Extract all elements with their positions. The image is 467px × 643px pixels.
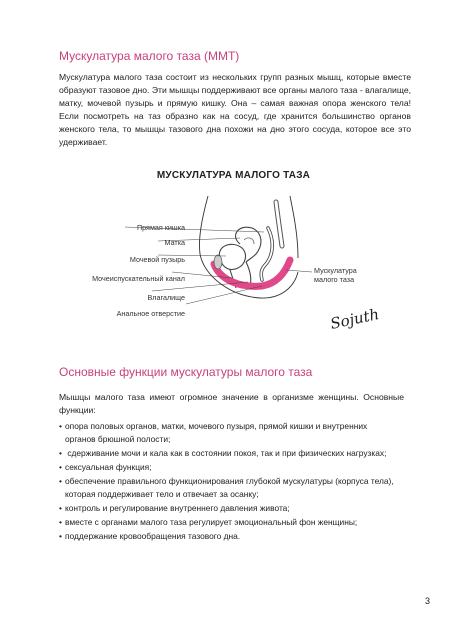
list-item: • обеспечение правильного функционирования глубокой мускулатуры (корпуса тела), которая поддерживает тело и отвечает за осанку; — [59, 475, 399, 501]
list-item: • вместе с органами малого таза регулирует эмоциональный фон женщины; — [59, 516, 399, 529]
intro-paragraph: Мускулатура малого таза состоит из нескольких групп разных мышц, которые вместе образуют тазовое дно. Эти мышцы поддерживают все органы малого таза - влагалище, матку, мочевой пузырь и прямую кишку. Она – самая важная опора женского тела! Если посмотреть на таз образно как на сосуд, где хранится большинство органов женского тела, то мышцы тазового дна похожи на дно этого сосуда, которое все это удерживает. — [59, 72, 411, 147]
label-vagina: Влагалище — [147, 293, 185, 302]
functions-list — [59, 420, 399, 544]
pubic-bone-shape — [214, 255, 222, 269]
list-item: • сдерживание мочи и кала как в состоянии покоя, так и при физических нагрузках; — [59, 447, 399, 460]
section-heading-functions: Основные функции мускулатуры малого таза — [59, 365, 313, 379]
label-urethra: Мочеиспускательный канал — [92, 274, 185, 283]
label-rectum: Прямая кишка — [136, 223, 185, 232]
label-anus: Анальное отверстие — [116, 309, 185, 318]
body-outline-front — [290, 196, 298, 258]
bladder-shape — [219, 244, 245, 269]
pelvic-anatomy-diagram — [80, 188, 320, 308]
list-item: • поддержание кровообращения тазового дна. — [59, 530, 399, 543]
figure-title: МУСКУЛАТУРА МАЛОГО ТАЗА — [156, 170, 311, 181]
list-item: • контроль и регулирование внутреннего давления живота; — [59, 502, 399, 515]
list-item: • сексуальная функция; — [59, 461, 399, 474]
signature: Sojuth — [328, 305, 381, 333]
section-heading-pelvic-muscles: Мускулатура малого таза (ММТ) — [59, 49, 240, 63]
page-number: 3 — [425, 596, 431, 606]
label-uterus: Матка — [164, 238, 185, 247]
functions-intro: Мышцы малого таза имеют огромное значение в организме женщины. Основные функции: — [59, 392, 404, 415]
label-pelvic-muscle: Мускулатура малого таза — [314, 266, 357, 284]
list-item: • опора половых органов, матки, мочевого пузыря, прямой кишки и внутренних органов брюшной полости; — [59, 420, 399, 446]
label-bladder: Мочевой пузырь — [129, 255, 185, 264]
